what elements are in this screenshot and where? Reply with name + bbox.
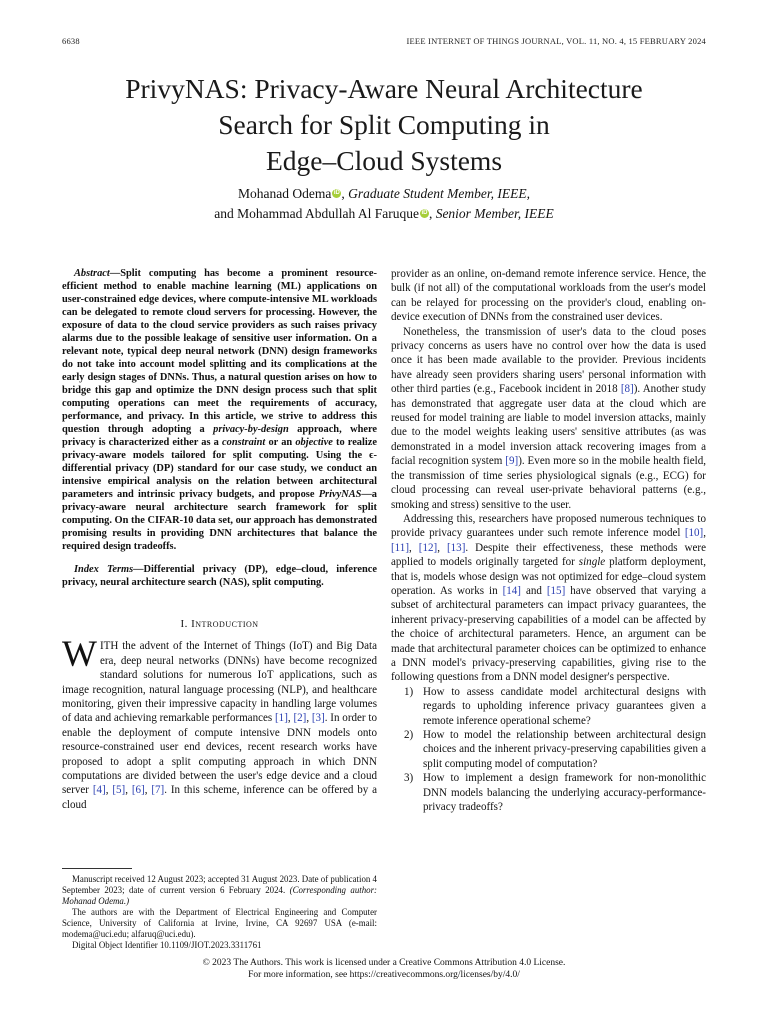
list-text: How to model the relationship between architectural design choices and the inherent privacy-preserving capabilities given a split computing model of computation? [423,729,706,770]
section-heading [62,617,377,631]
section-title: Introduction [191,618,259,630]
intro-paragraph-3: Addressing this, researchers have proposed numerous techniques to provide privacy guarantees under such remote inference model [10], [11], [12], [13]. Despite their effectiveness, these methods were applied to models originally targeted for single platform deployment, that is, models whose design was not optimized for edge–cloud system operation. As works in [14] and [15] have observed that varying a subset of architectural parameters can impact privacy guarantees, the inherent privacy-preserving capabilities of a model can be affected by the choice of architectural parameters. Hence, an argument can be made that architectural parameter choices can be optimized to enhance a DNN model's privacy-preserving capabilities, giving rise to the following questions from a DNN model designer's perspective. [391,512,706,684]
abstract-emphasis: PrivyNAS [318,489,362,500]
license-footer [0,957,768,981]
body-text: Addressing this, researchers have proposed numerous techniques to provide privacy guarantees under such remote inference model [391,512,706,540]
orcid-icon[interactable]: iD [421,210,428,216]
footnote-affiliation: The authors are with the Department of Electrical Engineering and Computer Science, University of California at Irvine, Irvine, CA 92697 USA (e-mail: modema@uci.edu; alfaruq@uci.edu). [62,907,377,939]
list-text: How to implement a design framework for non-monolithic DNN models balancing the underlying accuracy-performance-privacy tradeoffs? [423,772,706,814]
citation-link[interactable]: [12] [418,541,438,554]
index-terms-label: Index Terms [74,564,134,575]
index-terms-text: —Differential privacy (DP), edge–cloud, inference privacy, neural architecture search (NAS), split computing. [62,564,377,588]
list-number: 2) [404,729,414,741]
citation-link[interactable]: [1] [275,712,288,725]
abstract-label: Abstract [74,268,110,279]
citation-link[interactable]: [13] [446,541,466,554]
abstract-text: or an [265,437,296,448]
citation-link[interactable]: [2] [293,712,307,725]
section-numeral: I. [180,618,188,630]
abstract-text: —a privacy-aware neural architecture search framework for split computing. On the CIFAR-10 data set, our approach has demonstrated promising results in providing DNN architectures that balance the required design tradeoffs. [62,489,377,552]
license-line-2: For more information, see https://creativecommons.org/licenses/by/4.0/ [248,970,520,980]
journal-header: IEEE INTERNET OF THINGS JOURNAL, VOL. 11, NO. 4, 15 FEBRUARY 2024 [406,36,706,46]
abstract-emphasis: constraint [222,437,266,448]
index-terms [62,563,377,589]
footnote-text: Manuscript received 12 August 2023; accepted 31 August 2023. Date of publication 4 September 2023; date of current version 6 February 2024. [62,874,377,895]
title-line-3: Edge–Cloud Systems [265,145,503,176]
list-number: 1) [404,685,414,698]
body-text: . Despite their effectiveness, these methods were applied to models originally targeted for [391,541,706,569]
title-line-1: PrivyNAS: Privacy-Aware Neural Architecture [125,73,643,104]
abstract-text: to realize privacy-aware models tailored for split computing. Using the ϵ-differential privacy (DP) standard for our case study, we conduct an intensive empirical analysis on the relation between architectural parameters and intrinsic privacy budgets, and propose [62,437,377,500]
page-number: 6638 [62,36,80,46]
intro-paragraph-1: WITH the advent of the Internet of Things (IoT) and Big Data era, deep neural networks (DNNs) have become recognized standard solutions for numerous IoT applications, such as image recognition, natural language processing (NLP), and healthcare monitoring, given their impressive capacity in handling large volumes of data and achieving remarkable performances [1], [2], [3]. In order to enable the deployment of compute intensive DNN models onto resource-constrained user end devices, recent research works have proposed to adopt a split computing approach in which DNN computations are divided between the user's edge device and a cloud server [4], [5], [6], [7]. In this scheme, inference can be offered by a cloud [62,634,378,811]
author-line-1: Mohanad Odema iD , Graduate Student Member, IEEE, [238,186,530,201]
abstract-emphasis: objective [295,437,333,448]
citation-link[interactable]: [8] [620,383,634,396]
citation-link[interactable]: [10] [684,527,704,540]
citation-link[interactable]: [7] [151,784,165,797]
abstract-text: approach, where privacy is characterized either as a [62,424,377,448]
citation-link[interactable]: [9] [505,455,519,468]
body-text: have observed that varying a subset of architectural parameters can impact privacy guarantees, the inherent privacy-preserving capabilities of a model can be affected by the choice of architectural parameters. Hence, an argument can be made that architectural parameter choices can be optimized to enhance a DNN model's privacy-preserving capabilities, giving rise to the following questions from a DNN model designer's perspective. [391,584,706,684]
body-emphasis: single [578,556,606,569]
license-line-1: © 2023 The Authors. This work is licensed under a Creative Commons Attribution 4.0 License. [202,958,566,968]
list-item [391,728,706,771]
list-item [391,685,706,728]
citation-link[interactable]: [4] [92,784,106,797]
body-text: . In order to enable the deployment of compute intensive DNN models onto resource-constrained user end devices, recent research works have proposed to adopt a split computing approach in which DNN computations are divided between the user's edge device and a cloud server [62,712,377,797]
orcid-icon[interactable]: iD [333,190,340,196]
drop-cap: W [62,634,97,676]
and-word: and [214,206,234,221]
abstract-text: —Split computing has become a prominent resource-efficient method to enable machine learning (ML) applications on user-constrained edge devices, where compute-intensive ML workloads can be delegated to remote cloud servers for processing. However, the exposure of data to the cloud service providers as such raises privacy alarms due to the possible leakage of sensitive user information. On a relevant note, typical deep neural network (DNN) design frameworks do not take into account model splitting and its complications at the early design stages of DNNs. Thus, a natural question arises on how to bridge this gap and optimize the DNN design process such that split computing operations can meet the requirements of accuracy, performance, and privacy. In this article, we strive to address this question through adopting a [62,268,377,435]
intro-paragraph-2 [391,325,706,512]
author-2-name: Mohammad Abdullah Al Faruque [237,206,419,221]
footnote-doi: Digital Object Identifier 10.1109/JIOT.2023.3311761 [72,940,262,950]
body-text: ITH the advent of the Internet of Things (IoT) and Big Data era, deep neural networks (DNNs) have become recognized standard solutions for numerous IoT applications, such as image recognition, natural language processing (NLP), and healthcare monitoring, given their impressive capacity in handling large volumes of data and achieving remarkable performances [62,640,377,725]
author-1-name: Mohanad Odema [238,186,332,201]
citation-link[interactable]: [6] [131,784,145,797]
body-text: platform deployment, that is, models whose design was not optimized for edge–cloud system operation. As works in [391,556,706,597]
list-text: How to assess candidate model architectural designs with regards to upholding inference privacy guarantees given a remote inference operational scheme? [423,685,706,727]
question-list [391,685,706,815]
title-line-2: Search for Split Computing in [218,109,550,140]
footnote-received [62,874,377,907]
citation-link[interactable]: [5] [112,784,126,797]
citation-link[interactable]: [15] [546,584,566,597]
abstract [62,267,377,553]
body-text: Nonetheless, the transmission of user's data to the cloud poses privacy concerns as users have no control over how the data is used once it has been made available to the provider. Previous incidents have already seen providers sharing users' personal information with other third parties (e.g., Facebook incident in 2018 [391,325,706,396]
corresponding-author: (Corresponding author: Mohanad Odema.) [62,885,378,906]
right-column [391,267,706,814]
author-line-2: and Mohammad Abdullah Al Faruque iD , Senior Member, IEEE [214,206,554,221]
footnotes [62,868,377,951]
left-column [62,267,377,812]
body-text: ). Another study has demonstrated that aggregate user data at the cloud which are reused for model training are liable to model inversion attacks, mainly due to the model weights leaking users' sensitive attributes (as was demonstrated in a model inversion attack recovering images from a facial recognition system [391,383,706,468]
body-text: . In this scheme, inference can be offered by a cloud [62,784,378,811]
paper-title [0,71,768,179]
author-list [0,184,768,224]
body-text: and [520,584,547,597]
list-number: 3) [404,772,414,785]
list-item [391,771,706,814]
citation-link[interactable]: [3] [311,712,325,725]
author-1-affiliation: Graduate Student Member, IEEE, [348,186,530,201]
body-text: ). Even more so in the mobile health field, the transmission of time series physiological signals (e.g., ECG) for cloud processing can reveal user-private behavioral patterns (e.g., smoking and stress) sensitive to the user. [391,455,706,511]
footnote-rule [62,868,132,869]
abstract-emphasis: privacy-by-design [213,424,289,435]
citation-link[interactable]: [14] [502,584,521,597]
intro-paragraph-1-cont: provider as an online, on-demand remote inference service. Hence, the bulk (if not all) of the computational workloads from the user's model can be relayed for processing on the provider's cloud, enabling on-device execution of DNNs from the constrained user devices. [391,268,706,324]
citation-link[interactable]: [11] [391,541,409,554]
author-2-affiliation: Senior Member, IEEE [435,206,554,221]
